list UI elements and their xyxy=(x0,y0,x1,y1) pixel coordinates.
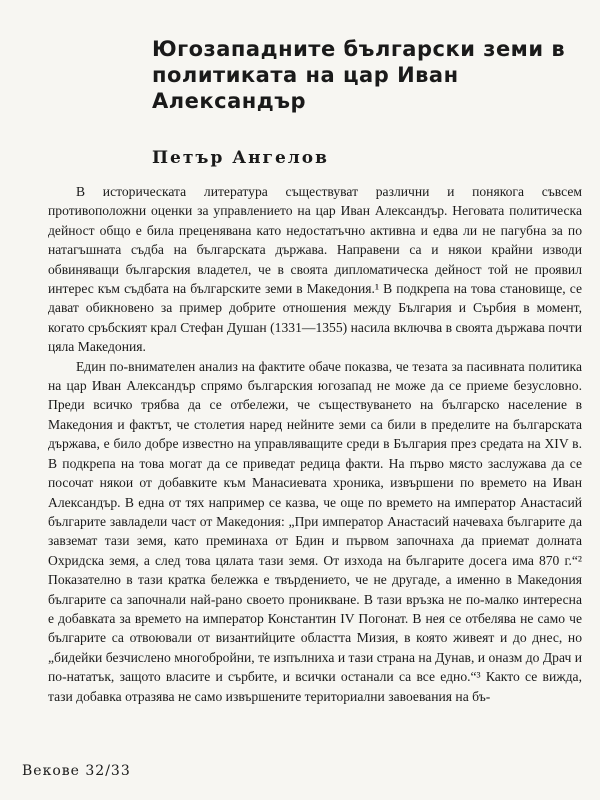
article-author: Петър Ангелов xyxy=(152,148,329,168)
article-title: Югозападните български земи в политиката на цар Иван Александър xyxy=(152,37,566,113)
article-body xyxy=(48,182,582,706)
page-footer xyxy=(22,763,131,779)
journal-name: Векове xyxy=(22,763,80,779)
paragraph: В историческата литература съществуват различни и понякога съвсем противоположни оценки за управлението на цар Иван Александър. Неговата политическа дейност общо е била преценявана като недостатъчно активна и едва ли не пагубна за по натагъшната съдба на българската държава. Направени са и някои крайни изводи обвиняващи българския владетел, че в своята дипломатическа дейност той не проявил интерес към съдбата на българските земи в Македония.¹ В подкрепа на това становище, се дават обикновено за пример добрите отношения между България и Сърбия в момент, когато сръбският крал Стефан Душан (1331—1355) насила включва в своята държава почти цяла Македония. xyxy=(48,184,582,355)
issue-number: 32/33 xyxy=(85,763,131,779)
paragraph: Един по-внимателен анализ на фактите обаче показва, че тезата за пасивната политика на цар Иван Александър спрямо българския югозапад не може да се приеме безусловно. Преди всичко трябва да се отбележи, че съществуването на българско население в Македония и фактът, че столетия наред нейните земи са били в пределите на българската държава, е било добре известно на управляващите среди в България през средата на XIV в. В подкрепа на това могат да се приведат редица факти. На първо място заслужава да се посочат някои от добавките към Манасиевата хроника, извършени по времето на Иван Александър. В една от тях например се казва, че още по времето на император Анастасий българите завладели част от Македония: „При император Анастасий начеваха българите да завземат тази земя, като преминаха от Бдин и първом започнаха да приемат долната Охридска земя, а след това цялата тази земя. От изхода на българите досега има 870 г.“² Показателно в тази кратка бележка е твърдението, че не другаде, а именно в Македония българите са започнали най-рано своето проникване. В тази връзка не по-малко интересна е добавката за времето на император Константин IV Погонат. В нея се отбелява не само че българите са отвоювали от византийците областта Мизия, в която живеят и до днес, но „бидейки безчислено многобройни, те изпълниха и тази страна на Дунав, и оназм до Драч и по-нататък, защото власите и сърбите, и всички останали са все едно.“³ Както се вижда, тази добавка отразява не само извършените териториални завоевания на бъ- xyxy=(48,358,582,704)
